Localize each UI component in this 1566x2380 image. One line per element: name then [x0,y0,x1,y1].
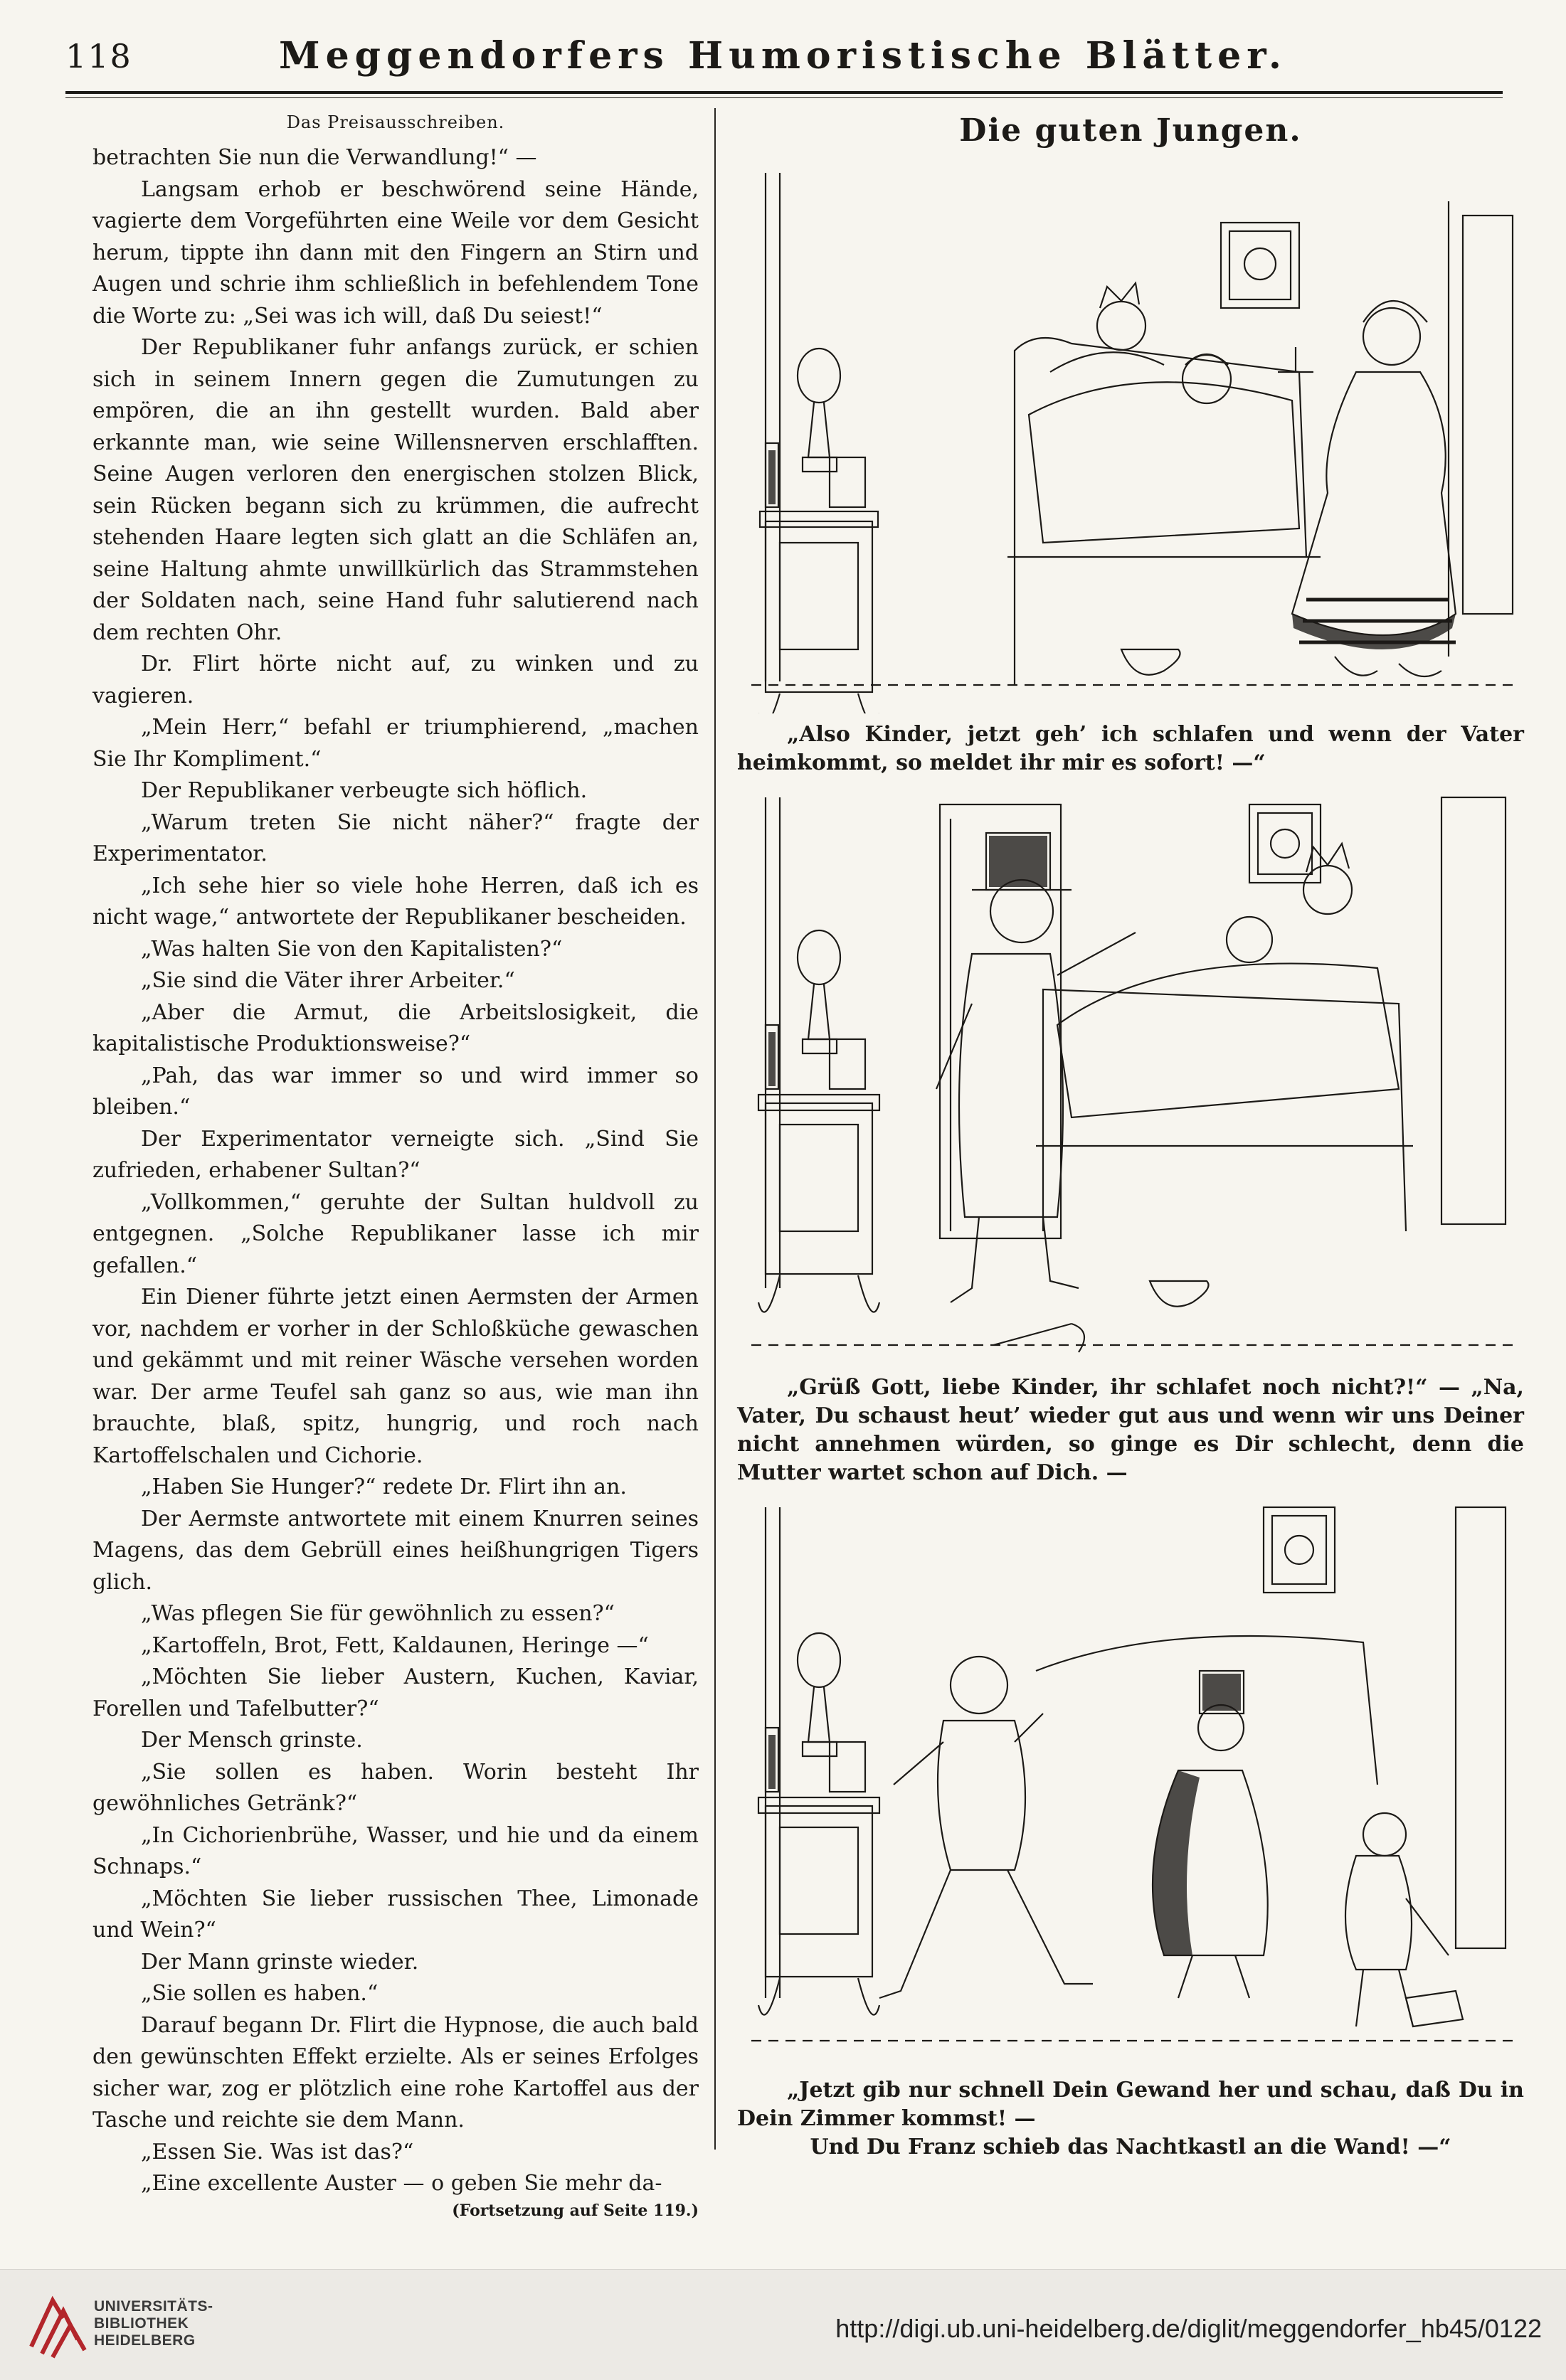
story-paragraph: „Vollkommen,“ geruhte der Sultan huldvoll zu entgegnen. „Solche Republikaner lasse ich mir gefallen.“ [92,1189,699,1278]
story-paragraph: Der Aermste antwortete mit einem Knurren seines Magens, das dem Gebrüll eines heißhungrigen Tigers glich. [92,1506,699,1595]
caption-2: „Grüß Gott, liebe Kinder, ihr schlafet noch nicht?!“ — „Na, Vater, Du schaust heut’ wieder gut aus und wenn wir uns Deiner nicht annehmen würden, so ginge es Dir schlecht, denn die Mutter wartet schon auf Dich. — [737,1375,1524,1485]
story-paragraph: „Möchten Sie lieber Austern, Kuchen, Kaviar, Forellen und Tafelbutter?“ [92,1664,699,1721]
story-paragraph: „Mein Herr,“ befahl er triumphierend, „machen Sie Ihr Kompliment.“ [92,715,699,772]
story-paragraph: „Haben Sie Hunger?“ redete Dr. Flirt ihn an. [141,1475,627,1499]
publication-title: Meggendorfers Humoristische Blätter. [279,34,1287,78]
mother-bedroom-illustration [737,159,1524,713]
story-paragraph: „Sie sollen es haben. Worin besteht Ihr gewöhnliches Getränk?“ [92,1759,699,1816]
story-paragraph: Der Experimentator verneigte sich. „Sind Sie zufrieden, erhabener Sultan?“ [92,1126,699,1183]
story-paragraph: Der Republikaner verbeugte sich höflich. [141,778,588,803]
story-title: Das Preisausschreiben. [286,112,505,132]
story-paragraph: „Essen Sie. Was ist das?“ [141,2139,414,2164]
story-paragraph: „Pah, das war immer so und wird immer so bleiben.“ [92,1063,699,1120]
story-paragraph: Der Mann grinste wieder. [141,1949,419,1975]
institution-line-2: BIBLIOTHEK [94,2315,189,2332]
source-url-link[interactable]: http://digi.ub.uni-heidelberg.de/diglit/meggendorfer_hb45/0122 [835,2314,1542,2343]
story-column [92,108,699,2220]
cartoon-column [737,107,1524,2162]
story-paragraph: Ein Diener führte jetzt einen Aermsten der Armen vor, nachdem er vorher in der Schloßküche gewaschen und gekämmt und mit reiner Wäsche versehen worden war. Der arme Teufel sah ganz so aus, wie man ihn brauchte, blaß, spitz, hungrig, und roch nach Kartoffelschalen und Cichorie. [92,1285,699,1468]
story-paragraph: Der Republikaner fuhr anfangs zurück, er schien sich in seinem Innern gegen die Zumutungen zu empören, die an ihn gestellt wurden. Bald aber erkannte man, wie seine Willensnerven erschlafften. Seine Augen verloren den energischen stolzen Blick, sein Rücken begann sich zu krümmen, die aufrecht stehenden Haare legten sich glatt an die Schläfen an, seine Haltung ahmte unwillkürlich das Strammstehen der Soldaten nach, seine Hand fuhr salutierend nach dem rechten Ohr. [92,335,699,645]
institution-name [94,2298,213,2349]
story-paragraph: „Sie sollen es haben.“ [141,1981,379,2006]
story-paragraph: Darauf begann Dr. Flirt die Hypnose, die auch bald den gewünschten Effekt erzielte. Als er seines Erfolges sicher war, zog er plötzlich eine rohe Kartoffel aus der Tasche und reichte sie dem Mann. [92,2012,699,2132]
story-paragraph: Der Mensch grinste. [141,1728,363,1753]
story-paragraph: Langsam erhob er beschwörend seine Hände, vagierte dem Vorgeführten eine Weile vor dem Gesicht herum, tippte ihn dann mit den Fingern an Stirn und Augen und schrie ihm schließlich in befehlendem Tone die Worte zu: „Sei was ich will, daß Du seiest!“ [92,176,699,329]
institution-line-3: HEIDELBERG [94,2332,196,2349]
caption-3: „Jetzt gib nur schnell Dein Gewand her und schau, daß Du in Dein Zimmer kommst! — [737,2078,1524,2131]
repository-footer [0,2269,1566,2380]
father-returns-illustration [737,790,1524,1366]
story-paragraph: Dr. Flirt hörte nicht auf, zu winken und zu vagieren. [92,652,699,708]
cartoon-panel-2 [737,790,1524,1366]
page-number: 118 [65,37,132,75]
story-paragraph: „Was halten Sie von den Kapitalisten?“ [141,936,563,962]
column-divider [714,108,716,2150]
story-paragraph: „Ich sehe hier so viele hohe Herren, daß ich es nicht wage,“ antwortete der Republikaner bescheiden. [92,873,699,930]
story-body [92,142,699,2200]
story-paragraph: „Sie sind die Väter ihrer Arbeiter.“ [141,968,515,993]
continuation-note: (Fortsetzung auf Seite 119.) [452,2201,699,2220]
header-rule-thin [65,97,1503,98]
caption-1: „Also Kinder, jetzt geh’ ich schlafen und wenn der Vater heimkommt, so meldet ihr mir es sofort! —“ [737,722,1524,775]
story-paragraph: „Eine excellente Auster — o geben Sie mehr da- [141,2171,662,2196]
story-paragraph: „Warum treten Sie nicht näher?“ fragte der Experimentator. [92,809,699,866]
story-paragraph: „Möchten Sie lieber russischen Thee, Limonade und Wein?“ [92,1886,699,1943]
caption-3-line-2: Und Du Franz schieb das Nachtkastl an die Wand! —“ [810,2135,1451,2159]
cartoon-panel-1 [737,159,1524,713]
cartoon-panel-3 [737,1500,1524,2069]
story-paragraph: „Aber die Armut, die Arbeitslosigkeit, die kapitalistische Produktionsweise?“ [92,999,699,1056]
story-paragraph: „In Cichorienbrühe, Wasser, und hie und da einem Schnaps.“ [92,1822,699,1879]
cartoon-title: Die guten Jungen. [959,112,1302,149]
story-paragraph: „Was pflegen Sie für gewöhnlich zu essen?“ [141,1601,615,1626]
story-paragraph: betrachten Sie nun die Verwandlung!“ — [92,145,537,170]
boys-undress-father-illustration [737,1500,1524,2069]
university-library-logo-icon [24,2290,88,2361]
story-paragraph: „Kartoffeln, Brot, Fett, Kaldaunen, Heringe —“ [141,1632,649,1658]
header-rule [65,91,1503,94]
institution-line-1: UNIVERSITÄTS- [94,2298,213,2315]
